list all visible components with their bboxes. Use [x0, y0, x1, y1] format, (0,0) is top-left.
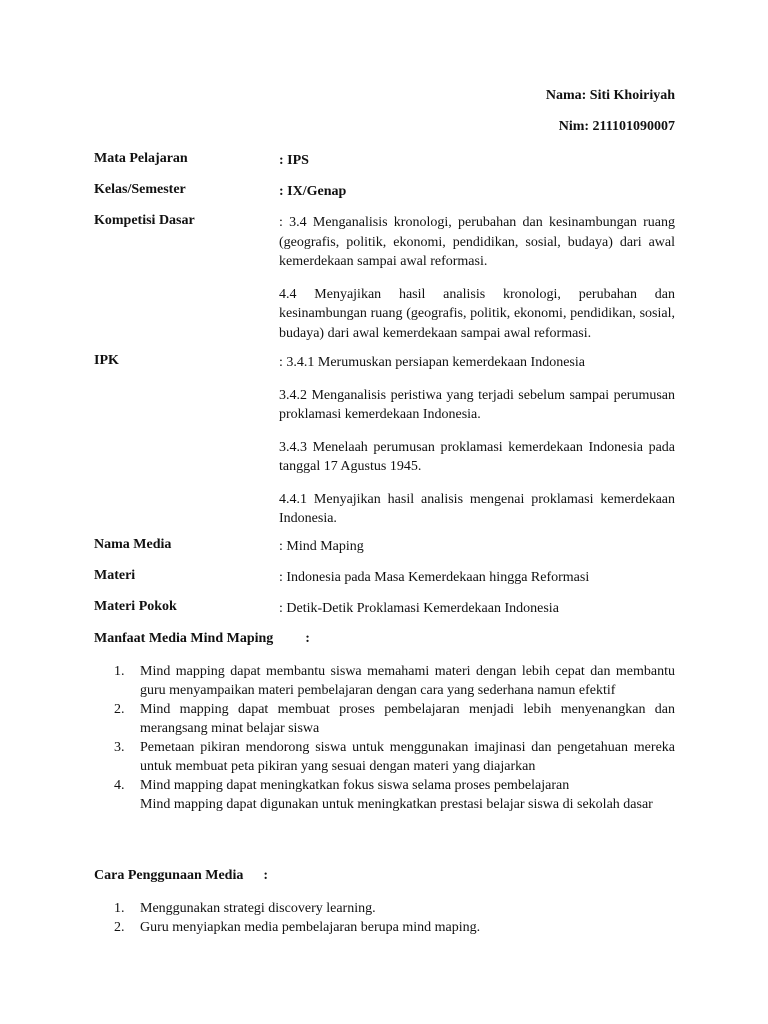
label-kelas-semester: Kelas/Semester	[94, 182, 186, 197]
label-mata-pelajaran: Mata Pelajaran	[94, 151, 188, 166]
label-materi: Materi	[94, 568, 136, 583]
list-number: 2.	[114, 702, 125, 717]
label-ipk: IPK	[94, 353, 119, 368]
student-name: Nama: Siti Khoiriyah	[545, 88, 675, 103]
value-nama-media: : Mind Maping	[279, 539, 364, 554]
label-nama-media: Nama Media	[94, 537, 172, 552]
cara-heading	[94, 868, 268, 884]
ipk-4-4-1: 4.4.1 Menyajikan hasil analisis mengenai proklamasi kemerdekaan Indonesia.	[279, 491, 675, 526]
manfaat-heading-text: Manfaat Media Mind Maping	[94, 631, 274, 646]
list-number: 1.	[114, 664, 125, 679]
list-number: 3.	[114, 740, 125, 755]
kompetensi-3-4: : 3.4 Menganalisis kronologi, perubahan dan kesinambungan ruang (geografis, politik, ekonomi, pendidikan, sosial, budaya) dari awal kemerdekaan sampai awal reformasi.	[279, 215, 675, 269]
value-ipk	[279, 353, 675, 529]
list-text: Mind mapping dapat meningkatkan fokus siswa selama proses pembelajaran	[140, 778, 570, 793]
list-number: 2.	[114, 920, 125, 935]
cara-list	[94, 899, 675, 937]
manfaat-heading	[94, 631, 310, 647]
list-item	[94, 918, 675, 937]
list-text: Menggunakan strategi discovery learning.	[140, 901, 376, 916]
manfaat-extra-text: Mind mapping dapat digunakan untuk meningkatkan prestasi belajar siswa di sekolah dasar	[140, 797, 653, 812]
list-text: Guru menyiapkan media pembelajaran berupa mind maping.	[140, 920, 481, 935]
label-kompetensi-dasar: Kompetisi Dasar	[94, 213, 195, 228]
manfaat-heading-colon: :	[305, 631, 310, 646]
value-kelas-semester: : IX/Genap	[279, 184, 347, 199]
student-nim: Nim: 211101090007	[558, 119, 675, 134]
list-item	[94, 700, 675, 738]
value-materi-pokok: : Detik-Detik Proklamasi Kemerdekaan Indonesia	[279, 601, 559, 616]
manfaat-list	[94, 662, 675, 814]
label-materi-pokok: Materi Pokok	[94, 599, 177, 614]
list-text: Mind mapping dapat membantu siswa memahami materi dengan lebih cepat dan membantu guru menyampaikan materi pembelajaran dengan cara yang sederhana namun efektif	[140, 664, 675, 698]
ipk-3-4-1: : 3.4.1 Merumuskan persiapan kemerdekaan Indonesia	[279, 355, 585, 370]
list-text: Pemetaan pikiran mendorong siswa untuk menggunakan imajinasi dan pengetahuan mereka untuk membuat peta pikiran yang sesuai dengan materi yang diajarkan	[140, 740, 675, 774]
ipk-3-4-2: 3.4.2 Menganalisis peristiwa yang terjadi sebelum sampai perumusan proklamasi kemerdekaan Indonesia.	[279, 387, 675, 422]
value-mata-pelajaran: : IPS	[279, 153, 309, 168]
kompetensi-4-4: 4.4 Menyajikan hasil analisis kronologi, perubahan dan kesinambungan ruang (geografis, politik, ekonomi, pendidikan, sosial, budaya) dari awal kemerdekaan sampai awal reformasi.	[279, 286, 675, 341]
list-item	[94, 738, 675, 776]
value-materi: : Indonesia pada Masa Kemerdekaan hingga Reformasi	[279, 570, 590, 585]
list-text: Mind mapping dapat membuat proses pembelajaran menjadi lebih menyenangkan dan merangsang minat belajar siswa	[140, 702, 675, 736]
list-item	[94, 776, 675, 795]
list-number: 4.	[114, 778, 125, 793]
list-item	[94, 899, 675, 918]
ipk-3-4-3: 3.4.3 Menelaah perumusan proklamasi kemerdekaan Indonesia pada tanggal 17 Agustus 1945.	[279, 439, 675, 474]
value-kompetensi-dasar	[279, 213, 675, 343]
cara-heading-text: Cara Penggunaan Media	[94, 868, 244, 883]
list-number: 1.	[114, 901, 125, 916]
cara-heading-colon: :	[263, 868, 269, 883]
list-item	[94, 662, 675, 700]
